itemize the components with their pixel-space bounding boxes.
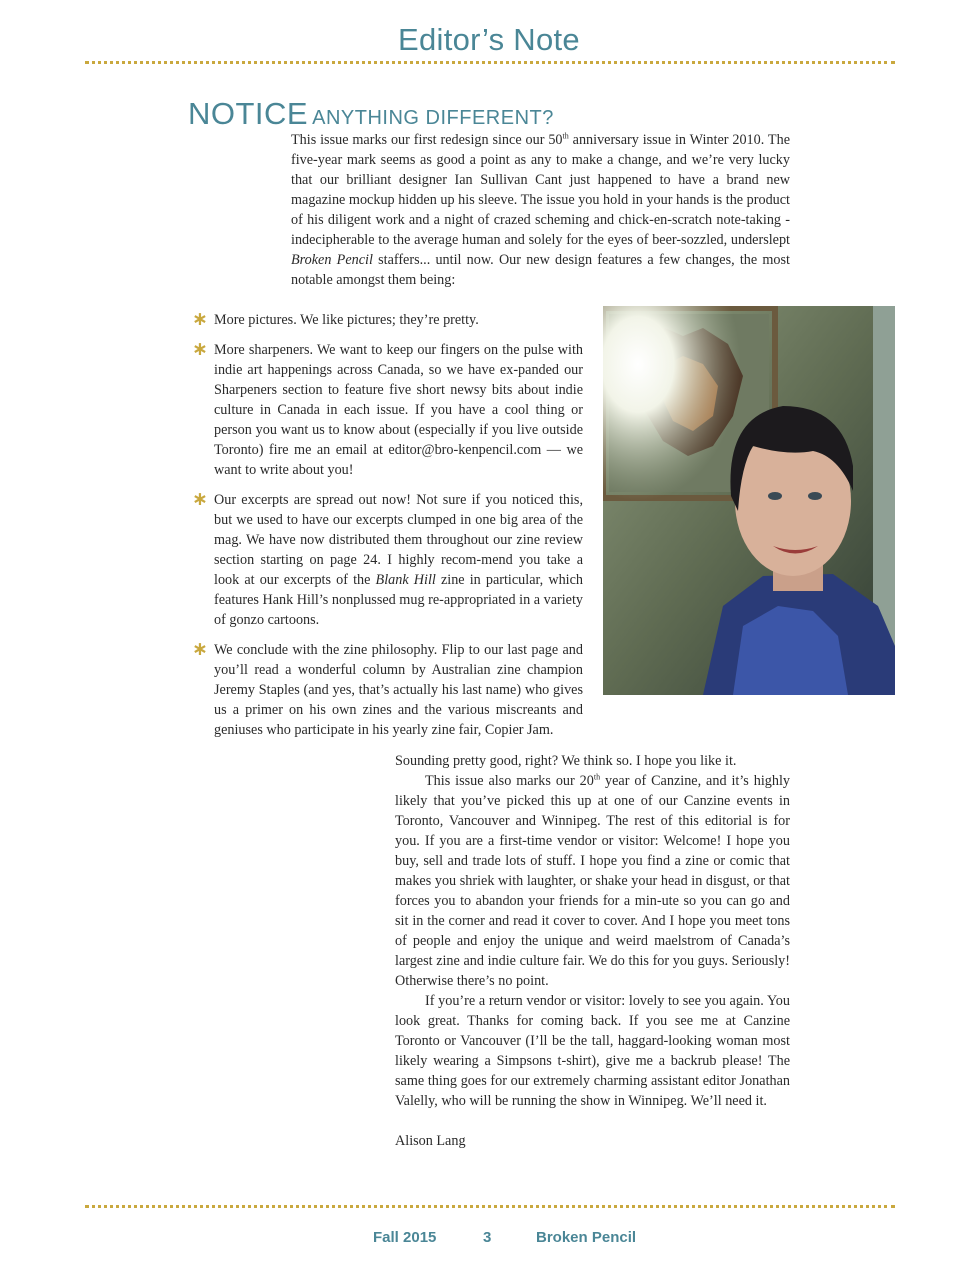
closing-text-2: year of Canzine, and it’s highly likely that you’ve picked this up at one of our Canzine events in Toronto, Vancouver and Winnipeg. The rest of this editorial is for you. If you are a first-time vendor or visitor: Welcome! I hope you buy, sell and trade lots of stuff. I hope you find a zine or comic that makes you shriek with laughter, or shake your head in disgust, or that forces you to abandon your friends for a min-ute so you can go and sit in the corner and read it cover to cover. And I hope you meet tons of people and enjoy the unique and weird maelstrom of Canada’s largest zine and indie culture fair. We do this for you guys. Seriously! Otherwise there’s no point. <box>395 773 790 989</box>
headline-small: ANYTHING DIFFERENT? <box>312 107 554 129</box>
asterisk-icon: ∗ <box>192 638 208 660</box>
asterisk-icon: ∗ <box>192 488 208 510</box>
bullet-text: We conclude with the zine philosophy. Flip to our last page and you’ll read a wonderful column by Australian zine champion Jeremy Staples (and yes, that’s actually his last name) who gives us a primer on his own zines and the various miscreants and geniuses who participate in his yearly zine fair, Copier Jam. <box>214 642 583 738</box>
footer-magazine: Broken Pencil <box>536 1229 637 1246</box>
closing-paragraph-2 <box>395 771 790 991</box>
bullet-text-2: zine in particular, which features Hank Hill’s nonplussed mug re-appropriated in a variety of gonzo cartoons. <box>214 572 584 628</box>
closing-paragraph-3: If you’re a return vendor or visitor: lovely to see you again. You look great. Thanks for coming back. If you see me at Canzine Toronto or Vancouver (I’ll be the tall, haggard-looking woman most likely wearing a Simpsons t-shirt), give me a backrub please! The same thing goes for our extremely charming assistant editor Jonathan Valelly, who will be running the show in Winnipeg. We’ll need it. <box>395 993 790 1109</box>
closing-paragraph-1: Sounding pretty good, right? We think so. I hope you like it. <box>395 753 737 769</box>
bullet-italic: Blank Hill <box>375 572 436 588</box>
bullet-text-1: Our excerpts are spread out now! Not sure if you noticed this, but we used to have our excerpts clumped in one big area of the mag. We have now distributed them throughout our zine review section starting on page 24. I highly recom-mend you take a look at our excerpts of the <box>214 492 583 588</box>
footer-page-number: 3 <box>483 1229 492 1246</box>
intro-paragraph <box>291 130 790 290</box>
author-photo <box>603 306 895 695</box>
article-headline <box>188 96 554 132</box>
author-signature: Alison Lang <box>395 1133 466 1149</box>
closing-sup: th <box>593 772 601 782</box>
intro-text-1: This issue marks our first redesign since our 50 <box>291 132 563 148</box>
closing-section <box>395 751 790 1151</box>
list-item <box>192 640 583 740</box>
footer-issue: Fall 2015 <box>373 1229 437 1246</box>
intro-text-2: anniversary issue in Winter 2010. The five-year mark seems as good a point as any to make a change, and we’re very lucky that our brilliant designer Ian Sullivan Cant just happened to have a brand new magazine mockup hidden up his sleeve. The issue you hold in your hands is the product of his diligent work and a night of crazed scheming and chick-en-scratch note-taking - indecipherable to the average human and solely for the eyes of beer-sozzled, underslept <box>291 132 790 248</box>
bullet-text: More pictures. We like pictures; they’re pretty. <box>214 312 479 328</box>
bottom-divider <box>85 1205 895 1208</box>
intro-italic: Broken Pencil <box>291 252 373 268</box>
feature-list <box>192 310 583 750</box>
list-item <box>192 310 583 330</box>
closing-text-1: This issue also marks our 20 <box>425 773 594 789</box>
list-item <box>192 340 583 480</box>
asterisk-icon: ∗ <box>192 338 208 360</box>
asterisk-icon: ∗ <box>192 308 208 330</box>
bullet-text: More sharpeners. We want to keep our fingers on the pulse with indie art happenings across Canada, so we have ex-panded our Sharpeners section to feature five short newsy bits about indie culture in Canada in each issue. If you have a cool thing or person you want us to know about (especially if you live outside Toronto) fire me an email at editor@bro-kenpencil.com — we want to write about you! <box>214 342 583 478</box>
list-item <box>192 490 583 630</box>
top-divider <box>85 61 895 64</box>
intro-text-3: staffers... until now. Our new design features a few changes, the most notable amongst them being: <box>291 252 790 288</box>
intro-sup: th <box>562 131 569 141</box>
headline-big: NOTICE <box>188 96 309 131</box>
page-title: Editor’s Note <box>398 22 580 57</box>
